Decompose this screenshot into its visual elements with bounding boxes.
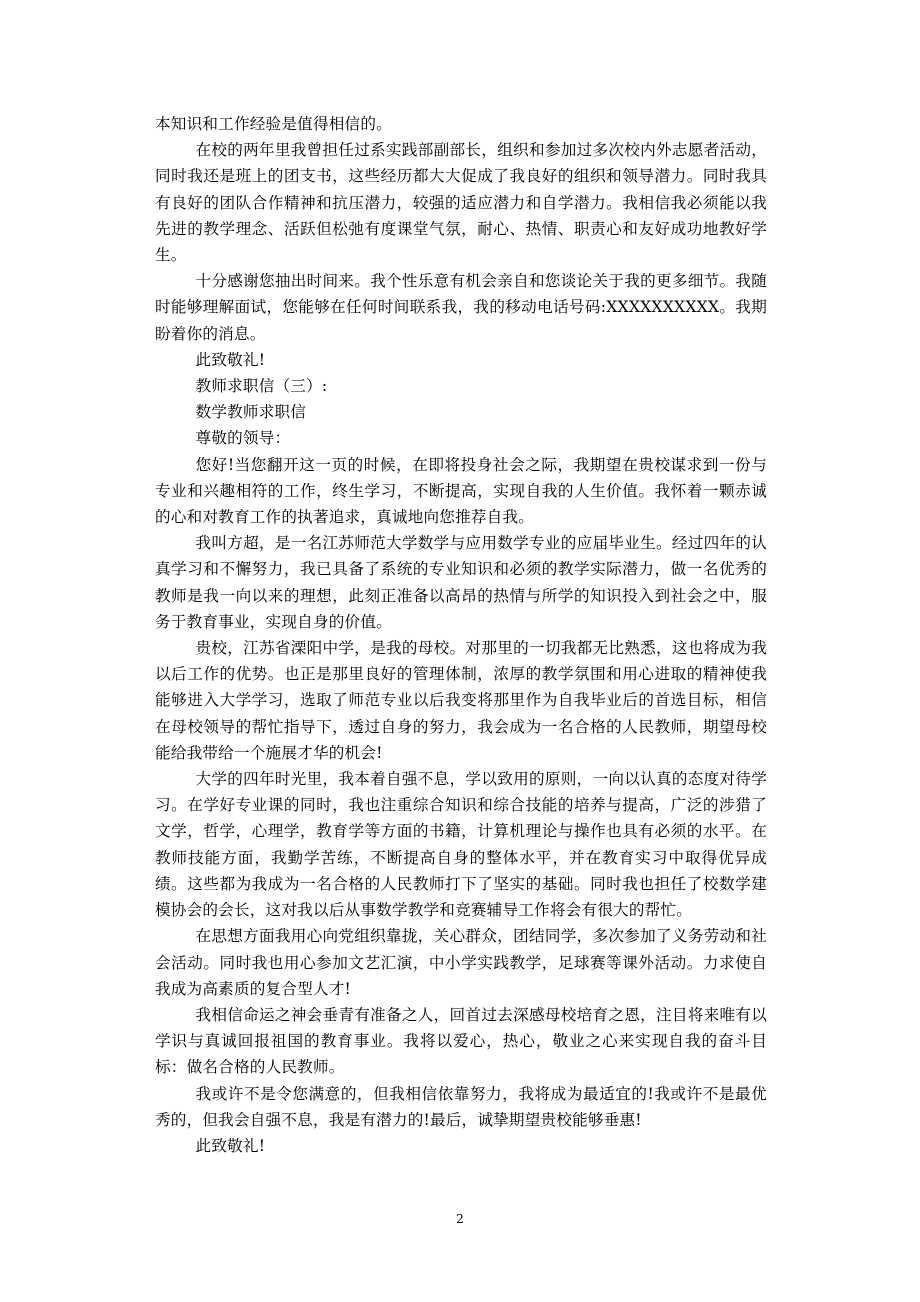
paragraph-13: 我相信命运之神会垂青有准备之人，回首过去深感母校培育之恩，注目将来唯有以学识与真诚回报祖国的教育事业。我将以爱心，热心，敬业之心来实现自我的奋斗目标：做名合格的人民教师。: [155, 1005, 767, 1077]
paragraph-11: 大学的四年时光里，我本着自强不息，学以致用的原则，一向以认真的态度对待学习。在学好专业课的同时，我也注重综合知识和综合技能的培养与提高，广泛的涉猎了文学，哲学，心理学，教育学等方面的书籍，计算机理论与操作也具有必须的水平。在教师技能方面，我勤学苦练，不断提高自身的整体水平，并在教育实习中取得优异成绩。这些都为我成为一名合格的人民教师打下了坚实的基础。同时我也担任了校数学建模协会的会长，这对我以后从事数学教学和竞赛辅导工作将会有很大的帮忙。: [155, 770, 767, 920]
paragraph-14: 我或许不是令您满意的，但我相信依靠努力，我将成为最适宜的!我或许不是最优秀的，但我会自强不息，我是有潜力的!最后，诚挚期望贵校能够垂惠!: [155, 1084, 767, 1129]
paragraph-12: 在思想方面我用心向党组织靠拢，关心群众，团结同学，多次参加了义务劳动和社会活动。同时我也用心参加文艺汇演，中小学实践教学，足球赛等课外活动。力求使自我成为高素质的复合型人才!: [155, 927, 767, 998]
document-body: [155, 111, 767, 1159]
paragraph-3: 十分感谢您抽出时间来。我个性乐意有机会亲自和您谈论关于我的更多细节。我随时能够理解面试，您能够在任何时间联系我，我的移动电话号码:XXXXXXXXXX。我期盼着你的消息。: [155, 272, 767, 343]
paragraph-1: 本知识和工作经验是值得相信的。: [155, 115, 392, 133]
paragraph-10: 贵校，江苏省溧阳中学，是我的母校。对那里的一切我都无比熟悉，这也将成为我以后工作的优势。也正是那里良好的管理体制，浓厚的教学氛围和用心进取的精神使我能够进入大学学习，选取了师范专业以后我变将那里作为自我毕业后的首选目标，相信在母校领导的帮忙指导下，透过自身的努力，我会成为一名合格的人民教师，期望母校能给我带给一个施展才华的机会!: [155, 639, 767, 762]
page-number: 2: [456, 1212, 464, 1226]
paragraph-9: 我叫方超，是一名江苏师范大学数学与应用数学专业的应届毕业生。经过四年的认真学习和不懈努力，我已具备了系统的专业知识和必须的教学实际潜力，做一名优秀的教师是我一向以来的理想，此刻正准备以高昂的热情与所学的知识投入到社会之中，服务于教育事业，实现自身的价值。: [155, 534, 767, 631]
paragraph-8: 您好!当您翻开这一页的时候，在即将投身社会之际，我期望在贵校谋求到一份与专业和兴趣相符的工作，终生学习，不断提高，实现自我的人生价值。我怀着一颗赤诚的心和对教育工作的执著追求，真诚地向您推荐自我。: [155, 455, 767, 527]
letter-greeting: 尊敬的领导：: [195, 429, 291, 448]
section-heading: 教师求职信（三）:: [195, 377, 328, 396]
closing-salutation-2: 此致敬礼!: [195, 1136, 266, 1155]
closing-salutation-1: 此致敬礼!: [195, 350, 266, 369]
paragraph-2: 在校的两年里我曾担任过系实践部副部长，组织和参加过多次校内外志愿者活动，同时我还是班上的团支书，这些经历都大大促成了我良好的组织和领导潜力。同时我具有良好的团队合作精神和抗压潜力，较强的适应潜力和自学潜力。我相信我必须能以我先进的教学理念、活跃但松弛有度课堂气氛，耐心、热情、职责心和友好成功地教好学生。: [155, 141, 767, 265]
letter-title: 数学教师求职信: [195, 403, 307, 422]
